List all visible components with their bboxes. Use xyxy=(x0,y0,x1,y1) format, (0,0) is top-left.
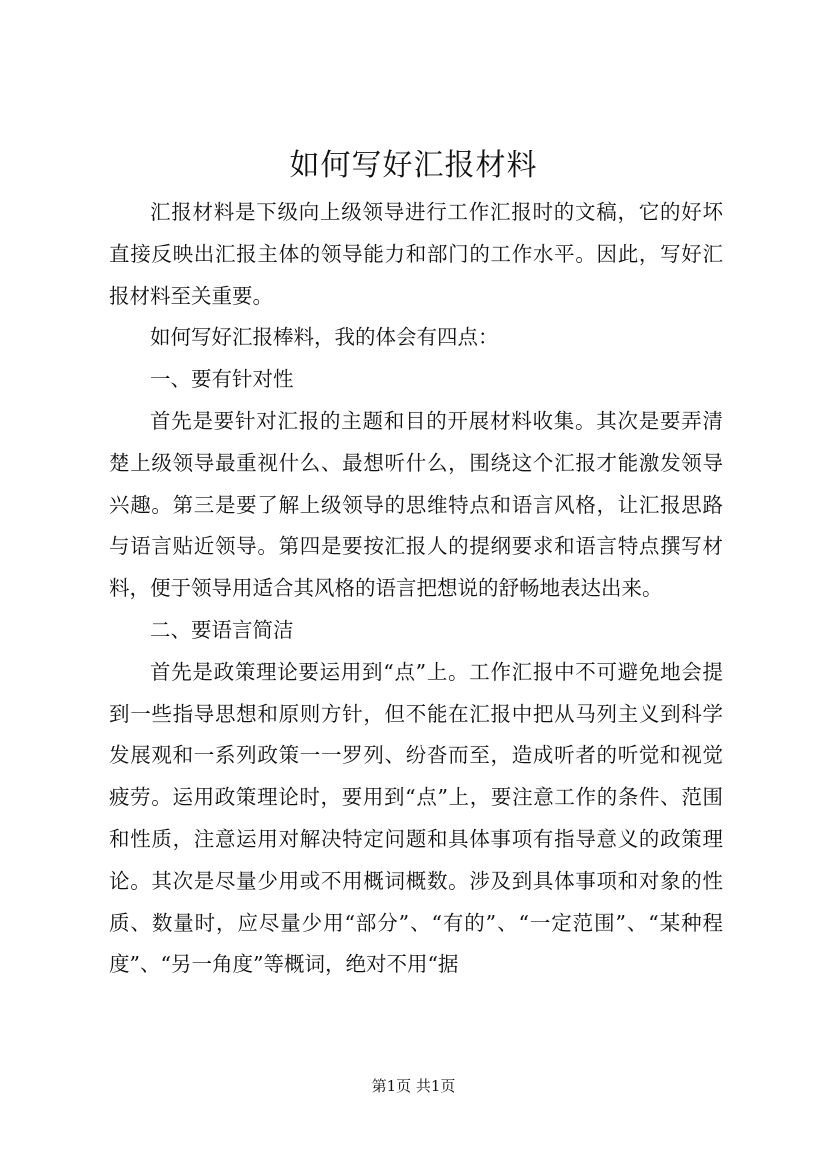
paragraph-section-1: 首先是要针对汇报的主题和目的开展材料收集。其次是要弄清楚上级领导最重视什么、最想听什么，围绕这个汇报才能激发领导兴趣。第三是要了解上级领导的思维特点和语言风格，让汇报思路与语言贴近领导。第四是要按汇报人的提纲要求和语言特点撰写材料，便于领导用适合其风格的语言把想说的舒畅地表达出来。 xyxy=(109,408,723,601)
paragraph-intro: 汇报材料是下级向上级领导进行工作汇报时的文稿，它的好坏直接反映出汇报主体的领导能力和部门的工作水平。因此，写好汇报材料至关重要。 xyxy=(109,200,723,308)
section-heading-2: 二、要语言简洁 xyxy=(150,617,294,642)
section-heading-1: 一、要有针对性 xyxy=(150,367,294,392)
paragraph-lead-in: 如何写好汇报棒料，我的体会有四点： xyxy=(150,325,499,350)
paragraph-section-2: 首先是政策理论要运用到“点”上。工作汇报中不可避免地会提到一些指导思想和原则方针，但不能在汇报中把从马列主义到科学发展观和一系列政策一一罗列、纷沓而至，造成听者的听觉和视觉疲劳。运用政策理论时，要用到“点”上，要注意工作的条件、范围和性质，注意运用对解决特定问题和具体事项有指导意义的政策理论。其次是尽量少用或不用概词概数。涉及到具体事项和对象的性质、数量时，应尽量少用“部分”、“有的”、“一定范围”、“某种程度”、“另一角度”等概词，绝对不用“据 xyxy=(109,659,723,977)
document-body xyxy=(109,192,723,986)
page-title: 如何写好汇报材料 xyxy=(289,148,538,183)
page-footer: 第1页 共1页 xyxy=(371,1077,456,1095)
